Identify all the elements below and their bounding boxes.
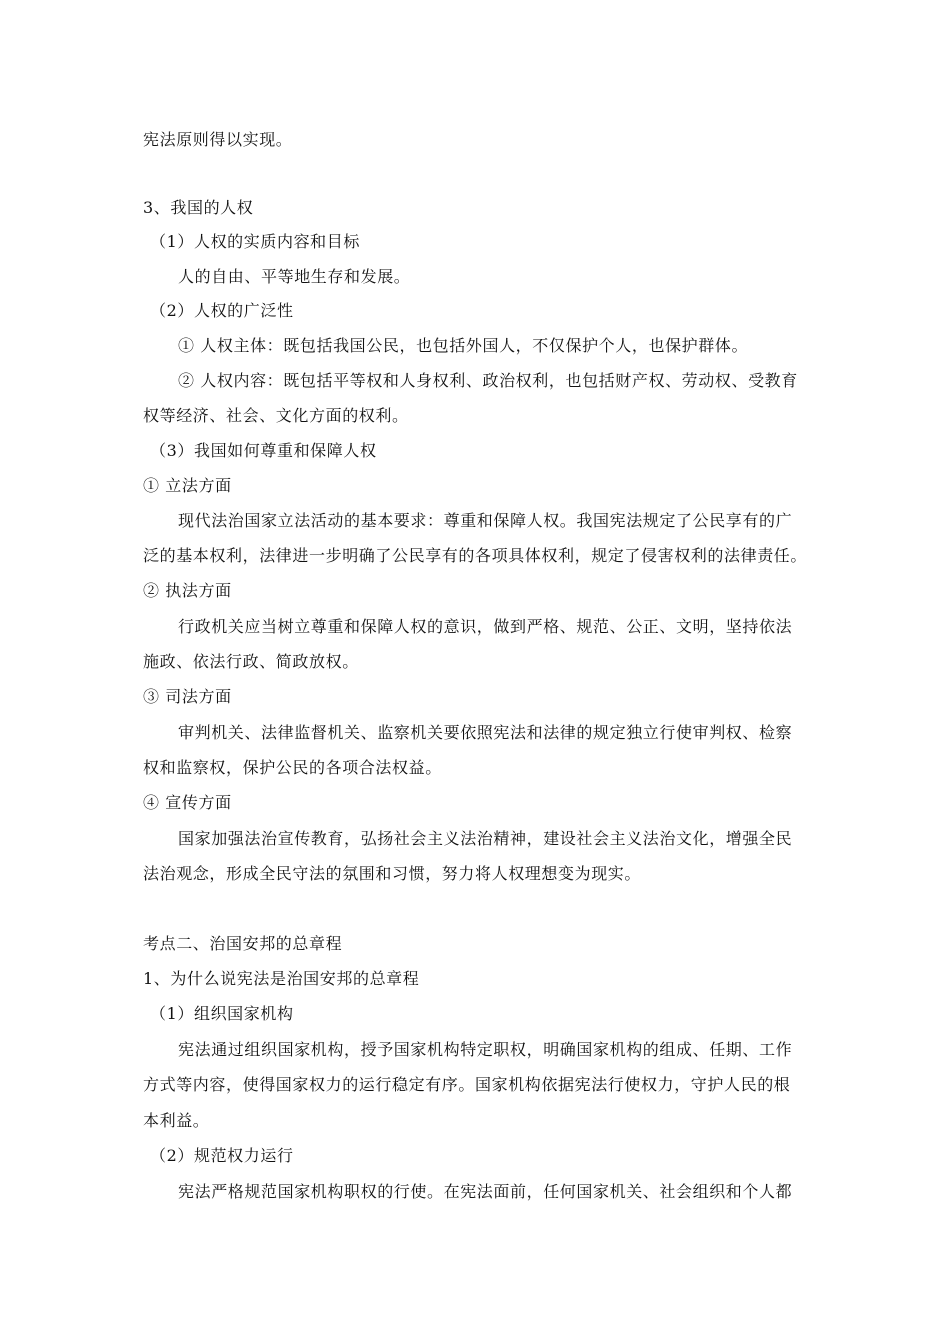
paragraph-text: 权和监察权，保护公民的各项合法权益。	[143, 758, 442, 777]
paragraph-text: 国家加强法治宣传教育，弘扬社会主义法治精神，建设社会主义法治文化，增强全民	[178, 829, 793, 848]
paragraph-text: 施政、依法行政、简政放权。	[143, 652, 359, 671]
subsection-heading: （1）人权的实质内容和目标	[150, 232, 360, 251]
section-heading: 1、为什么说宪法是治国安邦的总章程	[143, 969, 420, 988]
paragraph-text: 现代法治国家立法活动的基本要求：尊重和保障人权。我国宪法规定了公民享有的广	[178, 511, 793, 530]
item-heading: ② 执法方面	[143, 581, 232, 600]
paragraph-text: 权等经济、社会、文化方面的权利。	[143, 406, 409, 425]
paragraph-text: 审判机关、法律监督机关、监察机关要依照宪法和法律的规定独立行使审判权、检察	[178, 723, 793, 742]
item-heading: ① 立法方面	[143, 476, 232, 495]
paragraph-text: 行政机关应当树立尊重和保障人权的意识，做到严格、规范、公正、文明，坚持依法	[178, 617, 793, 636]
paragraph-text: 泛的基本权利，法律进一步明确了公民享有的各项具体权利，规定了侵害权利的法律责任。	[143, 546, 808, 565]
paragraph-text: 方式等内容，使得国家权力的运行稳定有序。国家机构依据宪法行使权力，守护人民的根	[143, 1075, 791, 1094]
list-item: ① 人权主体：既包括我国公民，也包括外国人，不仅保护个人，也保护群体。	[178, 336, 749, 355]
item-heading: ③ 司法方面	[143, 687, 232, 706]
paragraph-text: 宪法严格规范国家机构职权的行使。在宪法面前，任何国家机关、社会组织和个人都	[178, 1182, 793, 1201]
paragraph-text: 宪法原则得以实现。	[143, 130, 293, 149]
subsection-heading: （1）组织国家机构	[150, 1004, 294, 1023]
section-heading: 3、我国的人权	[143, 198, 254, 217]
subsection-heading: （3）我国如何尊重和保障人权	[150, 441, 377, 460]
paragraph-text: 宪法通过组织国家机构，授予国家机构特定职权，明确国家机构的组成、任期、工作	[178, 1040, 793, 1059]
item-heading: ④ 宣传方面	[143, 793, 232, 812]
paragraph-text: 法治观念，形成全民守法的氛围和习惯，努力将人权理想变为现实。	[143, 864, 642, 883]
subsection-heading: （2）人权的广泛性	[150, 301, 294, 320]
subsection-heading: （2）规范权力运行	[150, 1146, 294, 1165]
section-heading: 考点二、治国安邦的总章程	[143, 934, 343, 953]
paragraph-text: 人的自由、平等地生存和发展。	[178, 267, 411, 286]
paragraph-text: 本利益。	[143, 1111, 210, 1130]
list-item: ② 人权内容：既包括平等权和人身权利、政治权利，也包括财产权、劳动权、受教育	[178, 371, 798, 390]
